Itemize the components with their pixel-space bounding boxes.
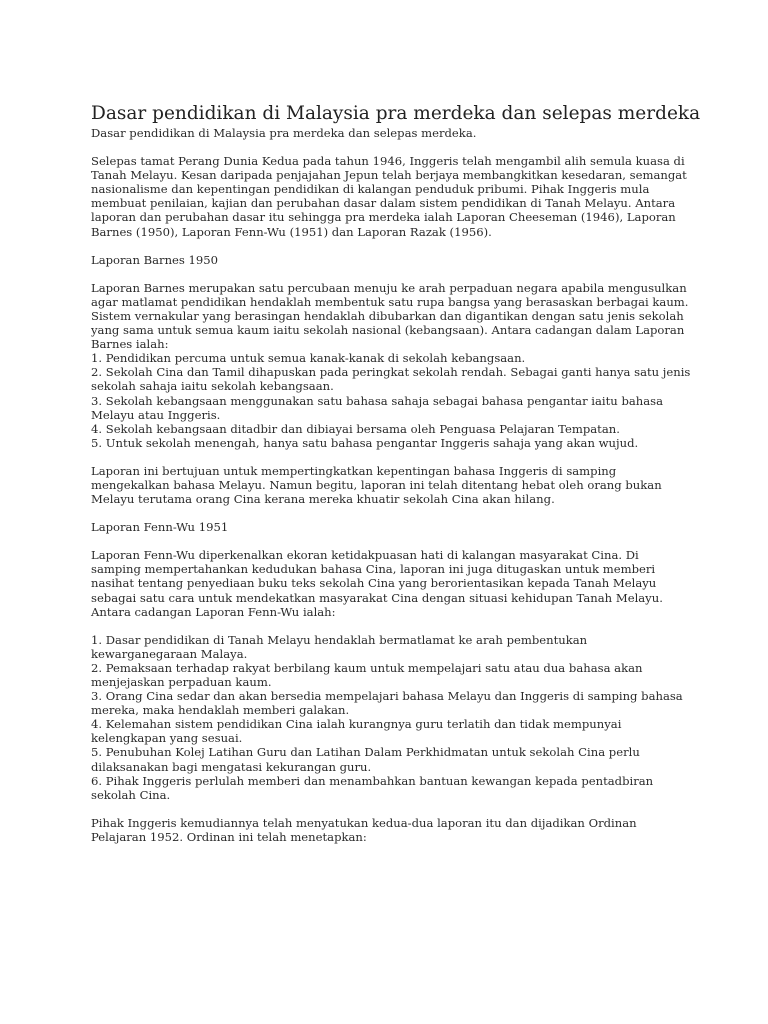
- barnes-closing-paragraph: Laporan ini bertujuan untuk mempertingkatkan kepentingan bahasa Inggeris di samping mengekalkan bahasa Melayu. Namun begitu, laporan ini telah ditentang hebat oleh orang bukan Melayu terutama orang Cina kerana mereka khuatir sekolah Cina akan hilang.: [91, 463, 662, 507]
- list-item: 2. Pemaksaan terhadap rakyat berbilang kaum untuk mempelajari satu atau dua bahasa akan menjejaskan perpaduan kaum.: [91, 660, 643, 689]
- list-item: 3. Orang Cina sedar dan akan bersedia mempelajari bahasa Melayu dan Inggeris di samping bahasa mereka, maka hendaklah memberi galakan.: [91, 689, 683, 718]
- document-page: [91, 102, 701, 844]
- list-item: 5. Untuk sekolah menengah, hanya satu bahasa pengantar Inggeris sahaja yang akan wujud.: [91, 435, 639, 450]
- list-item: 4. Kelemahan sistem pendidikan Cina ialah kurangnya guru terlatih dan tidak mempunyai kelengkapan yang sesuai.: [91, 717, 622, 746]
- list-item: 3. Sekolah kebangsaan menggunakan satu bahasa sahaja sebagai bahasa pengantar iaitu bahasa Melayu atau Inggeris.: [91, 393, 664, 422]
- fenn-wu-list: [91, 633, 691, 802]
- intro-paragraph: Selepas tamat Perang Dunia Kedua pada tahun 1946, Inggeris telah mengambil alih semula kuasa di Tanah Melayu. Kesan daripada penjajahan Jepun telah berjaya membangkitkan kesedaran, semangat nasionalisme dan kepentingan pendidikan di kalangan penduduk pribumi. Pihak Inggeris mula membuat penilaian, kajian dan perubahan dasar dalam sistem pendidikan di Tanah Melayu. Antara laporan dan perubahan dasar itu sehingga pra merdeka ialah Laporan Cheeseman (1946), Laporan Barnes (1950), Laporan Fenn-Wu (1951) dan Laporan Razak (1956).: [91, 154, 687, 239]
- barnes-intro-paragraph: Laporan Barnes merupakan satu percubaan menuju ke arah perpaduan negara apabila mengusulkan agar matlamat pendidikan hendaklah membentuk satu rupa bangsa yang berasaskan berbagai kaum. Sistem vernakular yang berasingan hendaklah dibubarkan dan digantikan dengan satu jenis sekolah yang sama untuk semua kaum iaitu sekolah nasional (kebangsaan). Antara cadangan dalam Laporan Barnes ialah:: [91, 280, 689, 352]
- list-item: 5. Penubuhan Kolej Latihan Guru dan Latihan Dalam Perkhidmatan untuk sekolah Cina perlu dilaksanakan bagi mengatasi kekurangan guru.: [91, 745, 640, 774]
- list-item: 4. Sekolah kebangsaan ditadbir dan dibiayai bersama oleh Penguasa Pelajaran Tempatan.: [91, 421, 620, 436]
- document-title: Dasar pendidikan di Malaysia pra merdeka dan selepas merdeka: [91, 103, 701, 124]
- barnes-section: [91, 281, 691, 450]
- section-heading-barnes: Laporan Barnes 1950: [91, 252, 219, 267]
- fenn-wu-intro-paragraph: Laporan Fenn-Wu diperkenalkan ekoran ketidakpuasan hati di kalangan masyarakat Cina. Di samping mempertahankan kedudukan bahasa Cina, laporan ini juga ditugaskan untuk memberi nasihat tentang penyediaan buku teks sekolah Cina yang berorientasikan kepada Tanah Melayu sebagai satu cara untuk mendekatkan masyarakat Cina dengan situasi kehidupan Tanah Melayu. Antara cadangan Laporan Fenn-Wu ialah:: [91, 548, 663, 619]
- list-item: 6. Pihak Inggeris perlulah memberi dan menambahkan bantuan kewangan kepada pentadbiran sekolah Cina.: [91, 773, 654, 802]
- list-item: 1. Pendidikan percuma untuk semua kanak-kanak di sekolah kebangsaan.: [91, 351, 526, 366]
- document-subtitle: Dasar pendidikan di Malaysia pra merdeka dan selepas merdeka.: [91, 126, 477, 140]
- list-item: 1. Dasar pendidikan di Tanah Melayu hendaklah bermatlamat ke arah pembentukan kewarganegaraan Malaya.: [91, 632, 588, 661]
- closing-paragraph: Pihak Inggeris kemudiannya telah menyatukan kedua-dua laporan itu dan dijadikan Ordinan Pelajaran 1952. Ordinan ini telah menetapkan:: [91, 815, 637, 844]
- section-heading-fenn-wu: Laporan Fenn-Wu 1951: [91, 520, 229, 535]
- list-item: 2. Sekolah Cina dan Tamil dihapuskan pada peringkat sekolah rendah. Sebagai ganti hanya satu jenis sekolah sahaja iaitu sekolah kebangsaan.: [91, 365, 691, 394]
